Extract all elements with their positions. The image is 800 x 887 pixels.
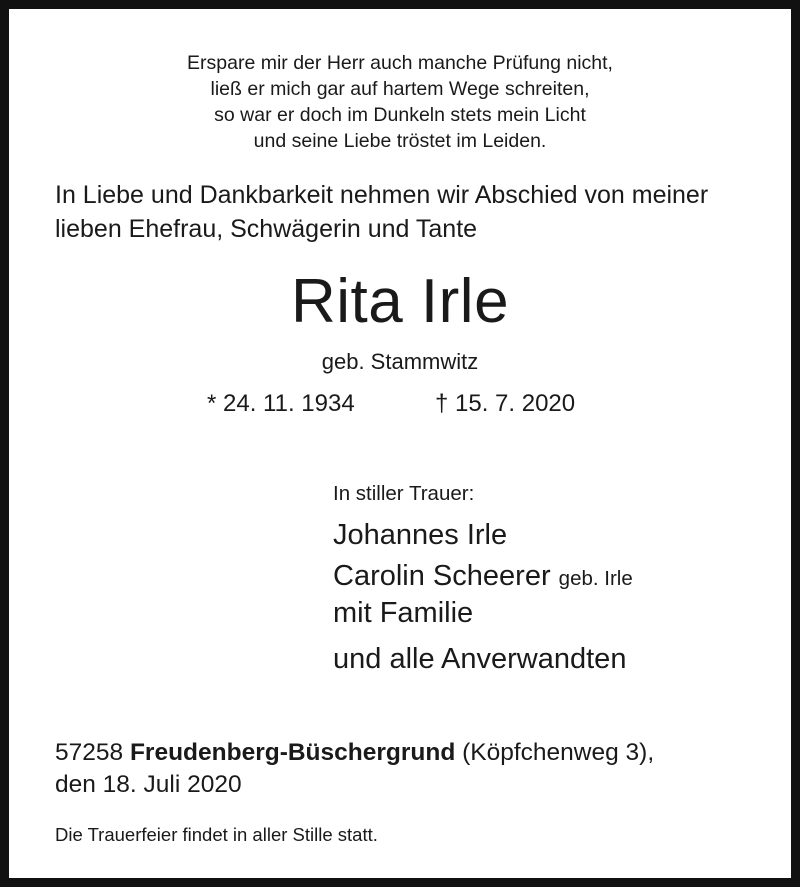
deceased-name: Rita Irle [290,267,510,336]
verse-block [9,50,791,154]
mourner-name: Carolin Scheerer [333,560,551,592]
intro-text [55,178,708,246]
address-street: (Köpfchenweg 3), [462,739,655,766]
birth-date: * 24. 11. 1934 [207,390,355,417]
mourner-line: Johannes Irle [333,519,508,551]
mourners-label: In stiller Trauer: [333,482,475,505]
address-town: Freudenberg-Büschergrund [129,739,456,766]
notice-date: den 18. Juli 2020 [55,771,242,798]
mourner-maiden-note: geb. Irle [558,567,633,590]
intro-line: lieben Ehefrau, Schwägerin und Tante [55,215,478,243]
funeral-note: Die Trauerfeier findet in aller Stille statt. [55,824,378,845]
death-date: † 15. 7. 2020 [435,390,576,417]
verse-line: Erspare mir der Herr auch manche Prüfung nicht, [187,52,613,74]
mourner-line: mit Familie [333,597,474,629]
verse-line: ließ er mich gar auf hartem Wege schreiten, [210,78,590,100]
verse-line: so war er doch im Dunkeln stets mein Licht [214,104,586,126]
maiden-name: geb. Stammwitz [321,349,479,374]
address-line [55,736,654,770]
address-zip: 57258 [55,739,124,766]
mourner-line: und alle Anverwandten [333,643,627,675]
verse-line: und seine Liebe tröstet im Leiden. [253,130,547,152]
intro-line: In Liebe und Dankbarkeit nehmen wir Abschied von meiner [55,181,709,209]
